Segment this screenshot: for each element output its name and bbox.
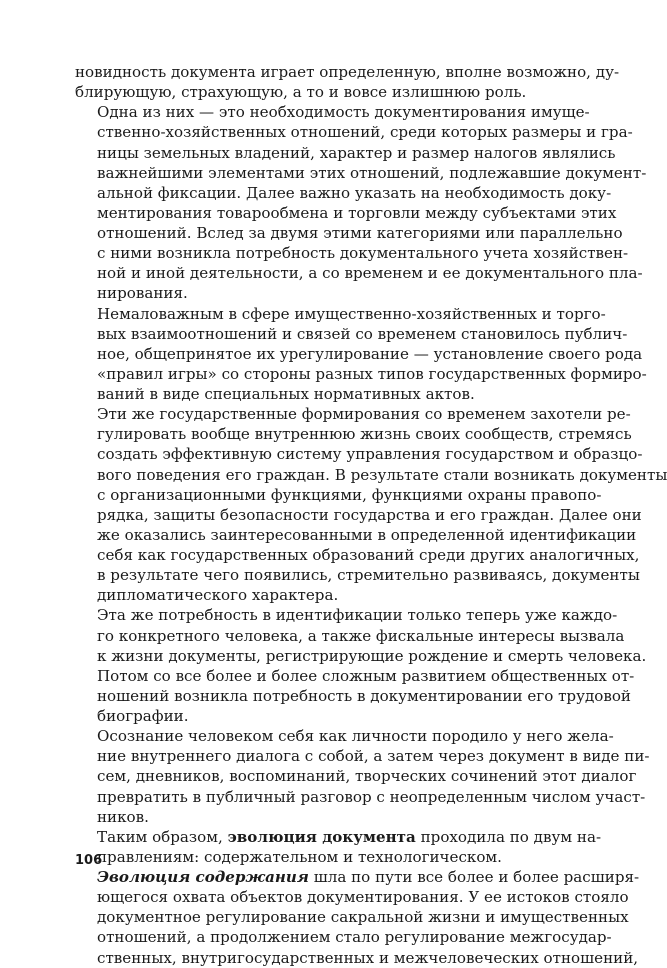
text-line: ственно-хозяйственных отношений, среди которых размеры и гра- bbox=[97, 123, 633, 142]
paragraph bbox=[75, 726, 650, 827]
text-line: Эволюция содержания шла по пути все более и более расширя- bbox=[97, 868, 640, 886]
text-line: блирующую, страхующую, а то и вовсе излишнюю роль. bbox=[75, 83, 527, 102]
text-line: правлениям: содержательном и технологическом. bbox=[97, 847, 502, 866]
text-line: с организационными функциями, функциями охраны правопо- bbox=[97, 485, 602, 504]
text-line: новидность документа играет определенную, вполне возможно, ду- bbox=[75, 63, 620, 81]
text-line: сем, дневников, воспоминаний, творческих сочинений этот диалог bbox=[97, 767, 637, 786]
text-line: отношений. Вслед за двумя этими категориями или параллельно bbox=[97, 224, 623, 242]
text-line: Осознание человеком себя как личности породило у него жела- bbox=[97, 727, 614, 746]
text-line: себя как государственных образований среди других аналогичных, bbox=[97, 546, 640, 564]
paragraph bbox=[75, 404, 667, 605]
text-line: альной фиксации. Далее важно указать на необходимость доку- bbox=[97, 183, 612, 202]
text-line: гулировать вообще внутреннюю жизнь своих сообществ, стремясь bbox=[97, 425, 632, 444]
text-line: же оказались заинтересованными в определенной идентификации bbox=[97, 525, 637, 544]
text-line: Таким образом, эволюция документа проходила по двум на- bbox=[97, 827, 602, 846]
text-line: Эта же потребность в идентификации только теперь уже каждо- bbox=[97, 606, 618, 625]
text-line: Немаловажным в сфере имущественно-хозяйственных и торго- bbox=[97, 304, 606, 323]
body-text bbox=[75, 62, 667, 968]
text-line: ющегося охвата объектов документирования. У ее истоков стояло bbox=[97, 888, 629, 907]
emphasis-bold: эволюция документа bbox=[227, 827, 416, 846]
paragraph bbox=[75, 827, 602, 867]
text-line: ницы земельных владений, характер и размер налогов являлись bbox=[97, 143, 616, 162]
page-number: 106 bbox=[75, 853, 103, 868]
text-line: ников. bbox=[97, 807, 149, 826]
text-line: документное регулирование сакральной жизни и имущественных bbox=[97, 908, 629, 927]
text-line: биографии. bbox=[97, 707, 189, 725]
text-line: превратить в публичный разговор с неопределенным числом участ- bbox=[97, 787, 646, 806]
text-line: важнейшими элементами этих отношений, подлежавшие документ- bbox=[97, 163, 647, 182]
text-line: дипломатического характера. bbox=[97, 586, 339, 605]
text-line: с ними возникла потребность документального учета хозяйствен- bbox=[97, 244, 629, 263]
emphasis-bold-italic: Эволюция содержания bbox=[97, 868, 309, 886]
text-line: отношений, а продолжением стало регулирование межгосудар- bbox=[97, 928, 612, 947]
text-line: вых взаимоотношений и связей со временем становилось публич- bbox=[97, 324, 628, 343]
text-line: ной и иной деятельности, а со временем и ее документального пла- bbox=[97, 264, 643, 283]
text-line: вого поведения его граждан. В результате стали возникать документы bbox=[97, 465, 667, 484]
paragraph bbox=[75, 605, 647, 726]
text-line: к жизни документы, регистрирующие рождение и смерть человека. bbox=[97, 646, 647, 665]
paragraph bbox=[75, 102, 647, 303]
text-line: Эти же государственные формирования со временем захотели ре- bbox=[97, 405, 631, 424]
text-line: рядка, защиты безопасности государства и его граждан. Далее они bbox=[97, 505, 642, 524]
text-line: ственных, внутригосударственных и межчеловеческих отношений, bbox=[97, 948, 639, 967]
text-line: в результате чего появились, стремительно развиваясь, документы bbox=[97, 566, 640, 585]
paragraph bbox=[75, 867, 640, 968]
paragraph bbox=[75, 62, 620, 102]
text-line: нирования. bbox=[97, 284, 188, 303]
text-line: ваний в виде специальных нормативных актов. bbox=[97, 385, 475, 403]
text-line: го конкретного человека, а также фискальные интересы вызвала bbox=[97, 626, 625, 645]
text-line: Потом со все более и более сложным развитием общественных от- bbox=[97, 666, 635, 685]
text-line: ношений возникла потребность в документировании его трудовой bbox=[97, 686, 631, 705]
paragraph bbox=[75, 304, 647, 405]
text-line: ментирования товарообмена и торговли между субъектами этих bbox=[97, 203, 617, 222]
text-line: «правил игры» со стороны разных типов государственных формиро- bbox=[97, 364, 647, 383]
text-line: создать эффективную систему управления государством и образцо- bbox=[97, 445, 643, 464]
text-line: ное, общепринятое их урегулирование — установление своего рода bbox=[97, 344, 643, 363]
text-line: Одна из них — это необходимость документирования имуще- bbox=[97, 103, 590, 122]
text-line: ние внутреннего диалога с собой, а затем через документ в виде пи- bbox=[97, 747, 650, 766]
